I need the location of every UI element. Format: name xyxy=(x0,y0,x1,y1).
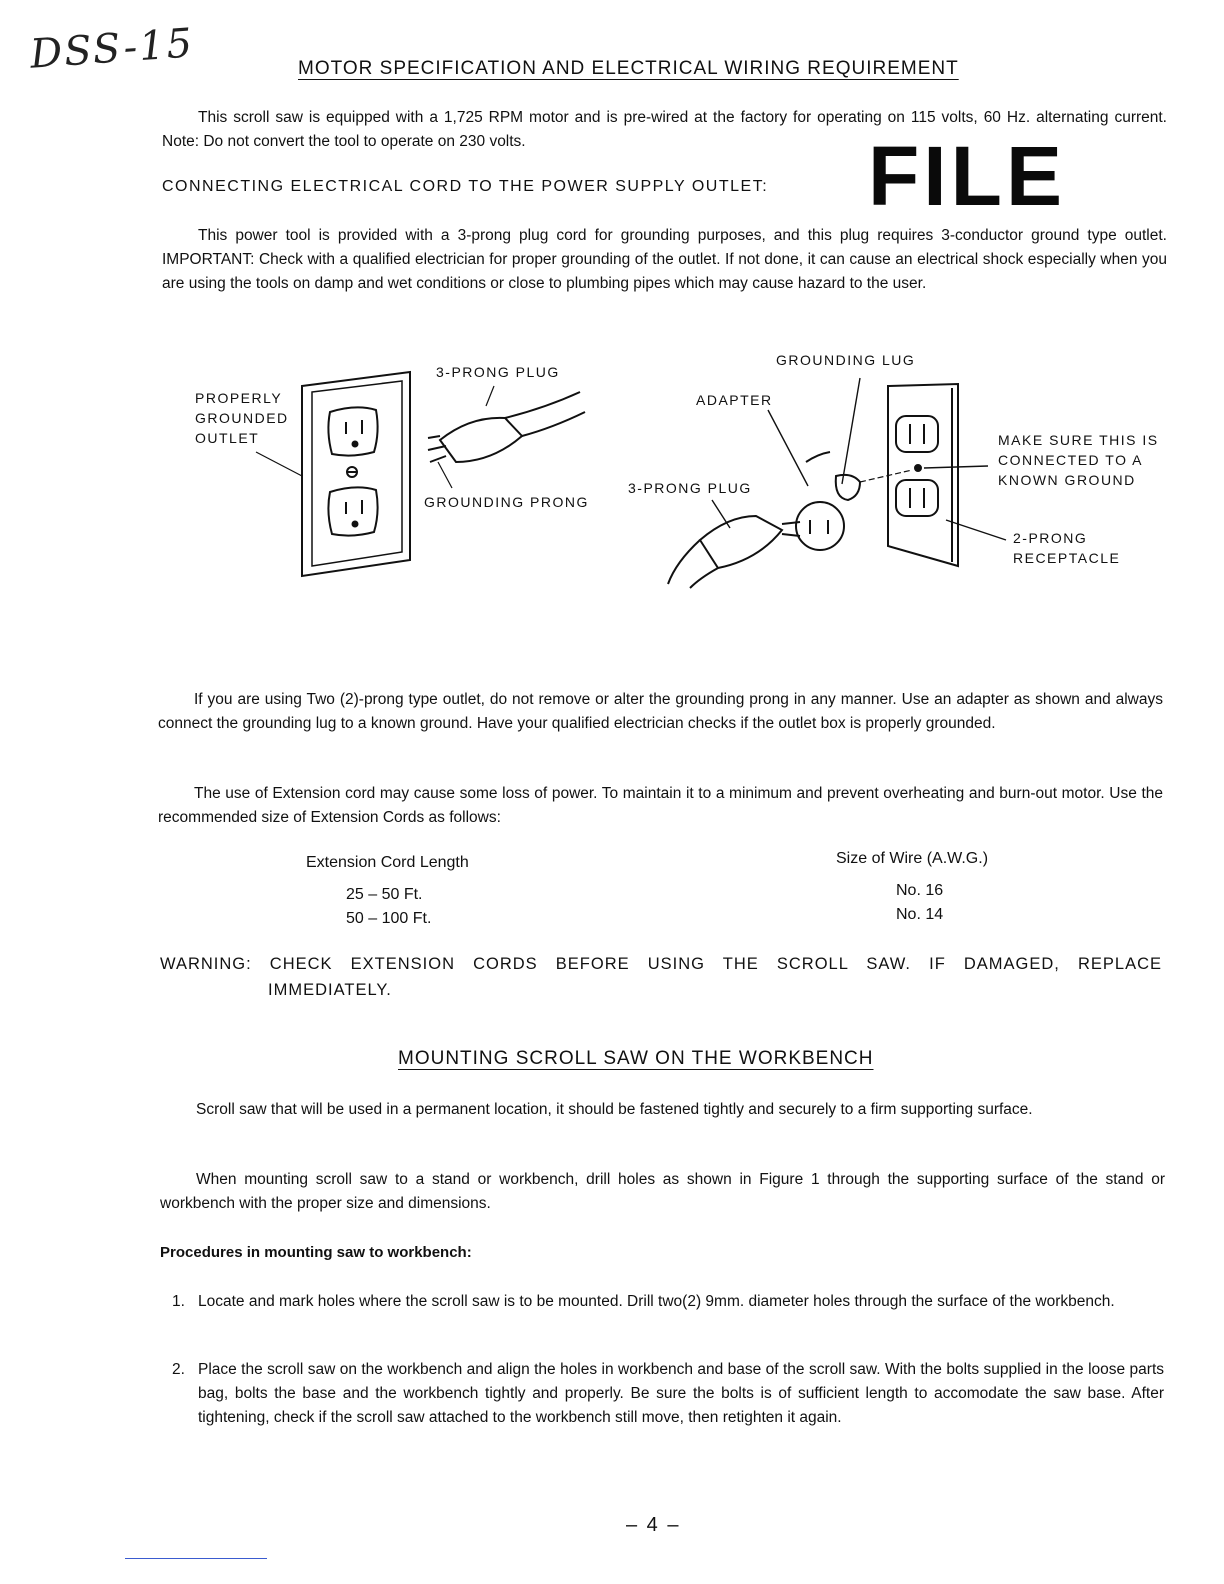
wire-size-cell: No. 16 xyxy=(896,882,944,899)
left-plug-label: 3-PRONG PLUG xyxy=(436,364,560,380)
mounting-paragraph-2 xyxy=(160,1168,1165,1216)
cord-length-cell: 50 – 100 Ft. xyxy=(346,910,432,927)
adapter-illustration xyxy=(0,0,1224,700)
mounting-text-2: When mounting scroll saw to a stand or workbench, drill holes as shown in Figure 1 through the supporting surface of the stand or workbench with the proper size and dimensions. xyxy=(160,1171,1165,1212)
receptacle-line: 2-PRONG xyxy=(1013,530,1088,546)
grounding-lug-label: GROUNDING LUG xyxy=(776,352,916,368)
handwritten-note: DSS-15 xyxy=(28,20,196,78)
outlet-label-line: OUTLET xyxy=(195,430,260,446)
grounding-text: This power tool is provided with a 3-prong plug cord for grounding purposes, and this plug requires 3-conductor ground type outlet. IMPORTANT: Check with a qualified electrician for proper grounding of the outlet. If not done, it can cause an electrical shock especially when you are using the tools on damp and wet conditions or close to plumbing pipes which may cause hazard to the user. xyxy=(162,227,1167,292)
procedure-step xyxy=(172,1290,1164,1314)
footer-rule xyxy=(125,1558,267,1559)
step-text: Place the scroll saw on the workbench and align the holes in workbench and base of the scroll saw. With the bolts supplied in the loose parts bag, bolts the base and the workbench tightly and properly. Be sure the bolts is of sufficient length to accomodate the saw base. After tightening, check if the scroll saw attached to the workbench still move, then retighten it again. xyxy=(198,1361,1164,1426)
grounding-prong-label: GROUNDING PRONG xyxy=(424,494,589,510)
wire-size-header: Size of Wire (A.W.G.) xyxy=(836,850,989,867)
motor-spec-text: This scroll saw is equipped with a 1,725 RPM motor and is pre-wired at the factory for operating on 115 volts, 60 Hz. alternating current. Note: Do not convert the tool to operate on 230 volts. xyxy=(162,109,1167,150)
extension-cord-paragraph xyxy=(158,782,1163,830)
known-ground-line: MAKE SURE THIS IS xyxy=(998,432,1159,448)
procedures-title: Procedures in mounting saw to workbench: xyxy=(160,1244,472,1261)
outlet-label-line: GROUNDED xyxy=(195,410,289,426)
step-text: Locate and mark holes where the scroll saw is to be mounted. Drill two(2) 9mm. diameter holes through the surface of the workbench. xyxy=(198,1293,1115,1310)
right-plug-label: 3-PRONG PLUG xyxy=(628,480,752,496)
mounting-heading: MOUNTING SCROLL SAW ON THE WORKBENCH xyxy=(398,1048,874,1069)
two-prong-paragraph xyxy=(158,688,1163,736)
cord-length-header: Extension Cord Length xyxy=(306,854,469,871)
known-ground-line: KNOWN GROUND xyxy=(998,472,1136,488)
file-stamp: FILE xyxy=(868,129,1066,223)
two-prong-text: If you are using Two (2)-prong type outlet, do not remove or alter the grounding prong in any manner. Use an adapter as shown and always connect the grounding lug to a known ground. Have your qualified electrician checks if the outlet box is properly grounded. xyxy=(158,691,1163,732)
receptacle-line: RECEPTACLE xyxy=(1013,550,1121,566)
motor-spec-heading: MOTOR SPECIFICATION AND ELECTRICAL WIRING REQUIREMENT xyxy=(298,58,959,79)
procedure-step xyxy=(172,1358,1164,1430)
page-number: – 4 – xyxy=(626,1514,681,1536)
adapter-label: ADAPTER xyxy=(696,392,773,408)
outlet-label-line: PROPERLY xyxy=(195,390,283,406)
cord-length-cell: 25 – 50 Ft. xyxy=(346,886,423,903)
wire-size-cell: No. 14 xyxy=(896,906,944,923)
mounting-text-1: Scroll saw that will be used in a permanent location, it should be fastened tightly and securely to a firm supporting surface. xyxy=(196,1101,1033,1118)
step-number: 1. xyxy=(172,1293,185,1310)
connecting-cord-subheading: CONNECTING ELECTRICAL CORD TO THE POWER SUPPLY OUTLET: xyxy=(162,178,769,195)
warning-line-continued: IMMEDIATELY. xyxy=(268,981,392,999)
warning-line: WARNING: CHECK EXTENSION CORDS BEFORE USING THE SCROLL SAW. IF DAMAGED, REPLACE xyxy=(160,955,1162,973)
known-ground-line: CONNECTED TO A xyxy=(998,452,1143,468)
mounting-paragraph-1 xyxy=(160,1098,1165,1122)
extension-cord-text: The use of Extension cord may cause some loss of power. To maintain it to a minimum and prevent overheating and burn-out motor. Use the recommended size of Extension Cords as follows: xyxy=(158,785,1163,826)
step-number: 2. xyxy=(172,1361,185,1378)
